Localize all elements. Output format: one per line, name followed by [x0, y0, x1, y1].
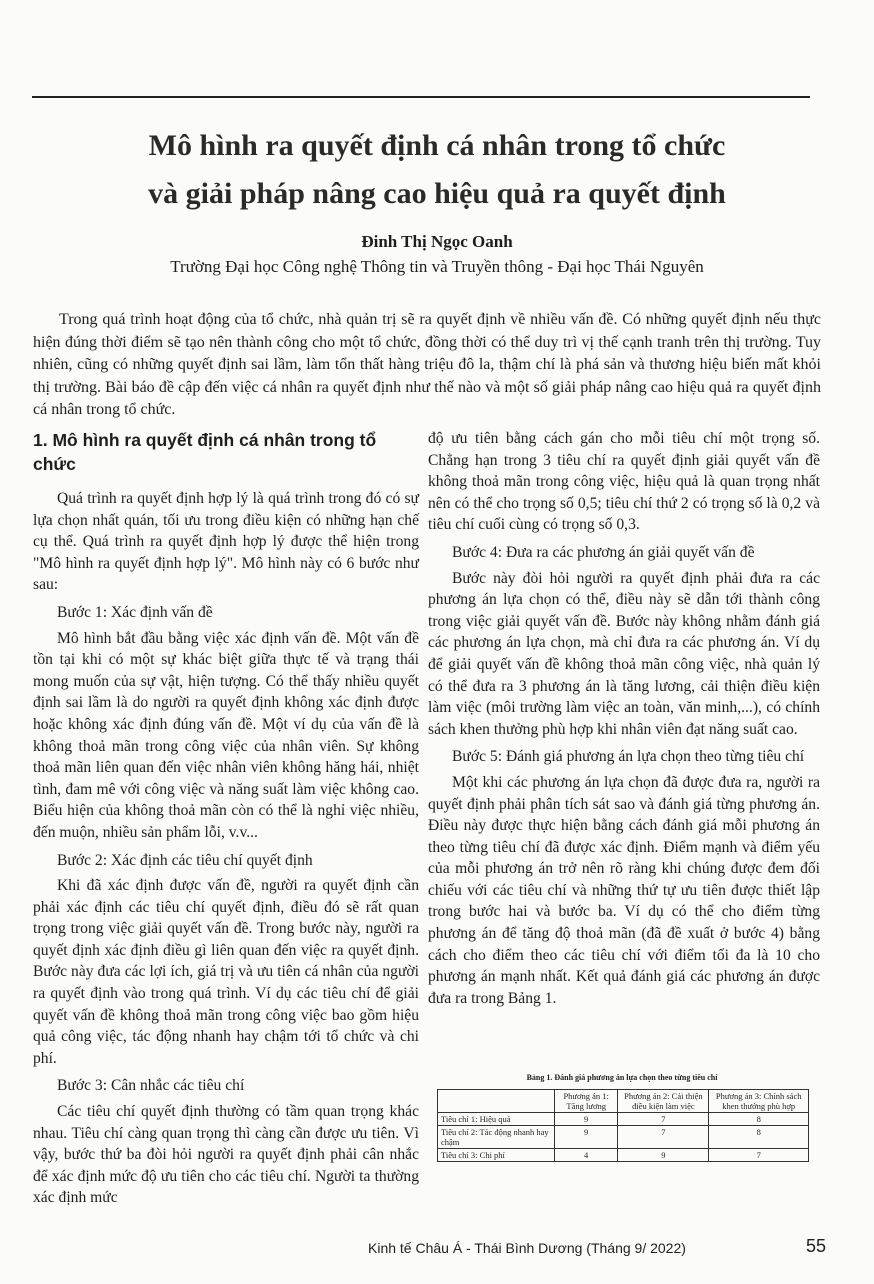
table-header-row	[438, 1090, 809, 1113]
table-cell: 7	[618, 1113, 709, 1126]
author-affiliation: Trường Đại học Công nghệ Thông tin và Truyền thông - Đại học Thái Nguyên	[170, 257, 704, 276]
step2-paragraph: Khi đã xác định được vấn đề, người ra quyết định cần phải xác định các tiêu chí quyết định, điều đó sẽ rất quan trọng trong việc giải quyết vấn đề. Trong bước này, người ra quyết định xác định điều gì liên quan đến việc ra quyết định. Bước này đưa các lợi ích, giá trị và ưu tiên cá nhân của người ra quyết định vào trong quá trình. Ví dụ các tiêu chí để giải quyết vấn đề không thoả mãn trong công việc bao gồm hiệu quả công việc, tác động nhanh hay chậm tới tổ chức và chi phí.	[33, 877, 419, 1067]
table-cell: 7	[709, 1149, 809, 1162]
step1-paragraph: Mô hình bắt đầu bằng việc xác định vấn đề. Một vấn đề tồn tại khi có một sự khác biệt giữa thực tế và trạng thái mong muốn của sự vật, hiện tượng. Có thể thấy nhiều quyết định sai lầm là do người ra quyết định không xác định được hoặc không xác định đúng vấn đề. Một ví dụ của vấn đề là không thoả mãn trong công việc của nhân viên. Sự không thoả mãn liên quan đến việc nhân viên không hăng hái, nhiệt tình, đam mê với công việc và năng suất làm việc không cao. Biểu hiện của không thoả mãn còn có thể là nghỉ việc nhiều, đến muộn, nhiều sản phẩm lỗi, v.v...	[33, 629, 419, 841]
table-cell: 7	[618, 1126, 709, 1149]
step1-title: Bước 1: Xác định vấn đề	[57, 603, 213, 621]
step4-title: Bước 4: Đưa ra các phương án giải quyết vấn đề	[452, 543, 755, 561]
step3-paragraph-continued: độ ưu tiên bằng cách gán cho mỗi tiêu chí một trọng số. Chẳng hạn trong 3 tiêu chí ra quyết định giải quyết vấn đề không thoả mãn trong công việc, hiệu quả là quan trọng nhất nên có thể cho trọng số 0,5; tiêu chí thứ 2 có trọng số là 0,2 và tiêu chí cuối cùng có trọng số 0,3.	[428, 430, 820, 534]
table-caption: Bảng 1. Đánh giá phương án lựa chọn theo từng tiêu chí	[526, 1073, 718, 1082]
table-header-cell	[438, 1090, 555, 1113]
page-number: 55	[806, 1236, 827, 1256]
table-cell: 9	[555, 1113, 618, 1126]
section-heading: 1. Mô hình ra quyết định cá nhân trong tổ chức	[33, 430, 377, 474]
article-title	[0, 122, 874, 218]
table-row-label: Tiêu chí 3: Chi phí	[438, 1149, 555, 1162]
intro-paragraph: Quá trình ra quyết định hợp lý là quá trình trong đó có sự lựa chọn nhất quán, tối ưu trong điều kiện có những hạn chế cụ thể. Quá trình ra quyết định hợp lý được thể hiện trong "Mô hình ra quyết định hợp lý". Mô hình này có 6 bước như sau:	[33, 490, 419, 594]
title-line-1: Mô hình ra quyết định cá nhân trong tổ chức	[148, 129, 726, 162]
table-cell: 8	[709, 1126, 809, 1149]
step3-paragraph: Các tiêu chí quyết định thường có tầm quan trọng khác nhau. Tiêu chí càng quan trọng thì càng cần được ưu tiên. Vì vậy, bước thứ ba đòi hỏi người ra quyết định phải cân nhắc để xác định mức độ ưu tiên cho các tiêu chí. Người ta thường xác định mức	[33, 1103, 419, 1207]
abstract: Trong quá trình hoạt động của tổ chức, nhà quản trị sẽ ra quyết định về nhiều vấn đề. Có những quyết định nếu thực hiện đúng thời điểm sẽ tạo nên thành công cho một tổ chức, đồng thời có thể duy trì vị thế cạnh tranh trên thị trường. Tuy nhiên, cũng có những quyết định sai lầm, làm tổn thất hàng triệu đô la, thậm chí là phá sản và thương hiệu biến mất khỏi thị trường. Bài báo đề cập đến việc cá nhân ra quyết định như thế nào và một số giải pháp nâng cao hiệu quả ra quyết định cá nhân trong tổ chức.	[33, 311, 821, 418]
table-header-cell: Phương án 3: Chính sách khen thưởng phù hợp	[709, 1090, 809, 1113]
table-cell: 9	[618, 1149, 709, 1162]
journal-footer: Kinh tế Châu Á - Thái Bình Dương (Tháng 9/ 2022)	[368, 1240, 686, 1256]
right-column	[428, 428, 820, 1015]
step4-paragraph: Bước này đòi hỏi người ra quyết định phải đưa ra các phương án lựa chọn có thể, điều này sẽ dẫn tới thành công trong việc giải quyết vấn đề. Bước này không nhằm đánh giá các phương án lựa chọn, mà chỉ đưa ra các phương án. Ví dụ để giải quyết vấn đề không thoả mãn công việc, nhà quản lý có thể đưa ra 3 phương án là tăng lương, cải thiện điều kiện làm việc (môi trường làm việc an toàn, văn minh,...), có chính sách khen thưởng phù hợp khi nhân viên đạt năng suất cao.	[428, 569, 820, 738]
table-row	[438, 1113, 809, 1126]
title-line-2: và giải pháp nâng cao hiệu quả ra quyết định	[148, 177, 726, 210]
left-column	[33, 428, 419, 1215]
top-rule	[32, 96, 810, 98]
step2-title: Bước 2: Xác định các tiêu chí quyết định	[57, 851, 313, 869]
table-cell: 8	[709, 1113, 809, 1126]
table-header-cell: Phương án 2: Cải thiện điều kiện làm việc	[618, 1090, 709, 1113]
table-cell: 9	[555, 1126, 618, 1149]
table-row-label: Tiêu chí 1: Hiệu quả	[438, 1113, 555, 1126]
table-row	[438, 1126, 809, 1149]
step3-title: Bước 3: Cân nhắc các tiêu chí	[57, 1077, 245, 1095]
table-header-cell: Phương án 1: Tăng lương	[555, 1090, 618, 1113]
table-row-label: Tiêu chí 2: Tác động nhanh hay chậm	[438, 1126, 555, 1149]
step5-title: Bước 5: Đánh giá phương án lựa chọn theo từng tiêu chí	[452, 748, 805, 766]
evaluation-table	[437, 1089, 809, 1162]
table-row	[438, 1149, 809, 1162]
table-cell: 4	[555, 1149, 618, 1162]
step5-paragraph: Một khi các phương án lựa chọn đã được đưa ra, người ra quyết định phải phân tích sát sao và đánh giá từng phương án. Điều này được thực hiện bằng cách đánh giá mỗi phương án theo từng tiêu chí đã được xác định. Điểm mạnh và điểm yếu của mỗi phương án trở nên rõ ràng khi chúng được đem đối chiếu với các tiêu chí và những thứ tự ưu tiên được thiết lập trong bước hai và bước ba. Ví dụ có thể cho điểm từng phương án để tăng độ thoả mãn (đã đề xuất ở bước 4) bằng cách cho điểm theo các tiêu chí với điểm tối đa là 10 cho phương án mạnh nhất. Kết quả đánh giá các phương án được đưa ra trong Bảng 1.	[428, 773, 820, 1007]
author-name: Đinh Thị Ngọc Oanh	[361, 232, 513, 251]
